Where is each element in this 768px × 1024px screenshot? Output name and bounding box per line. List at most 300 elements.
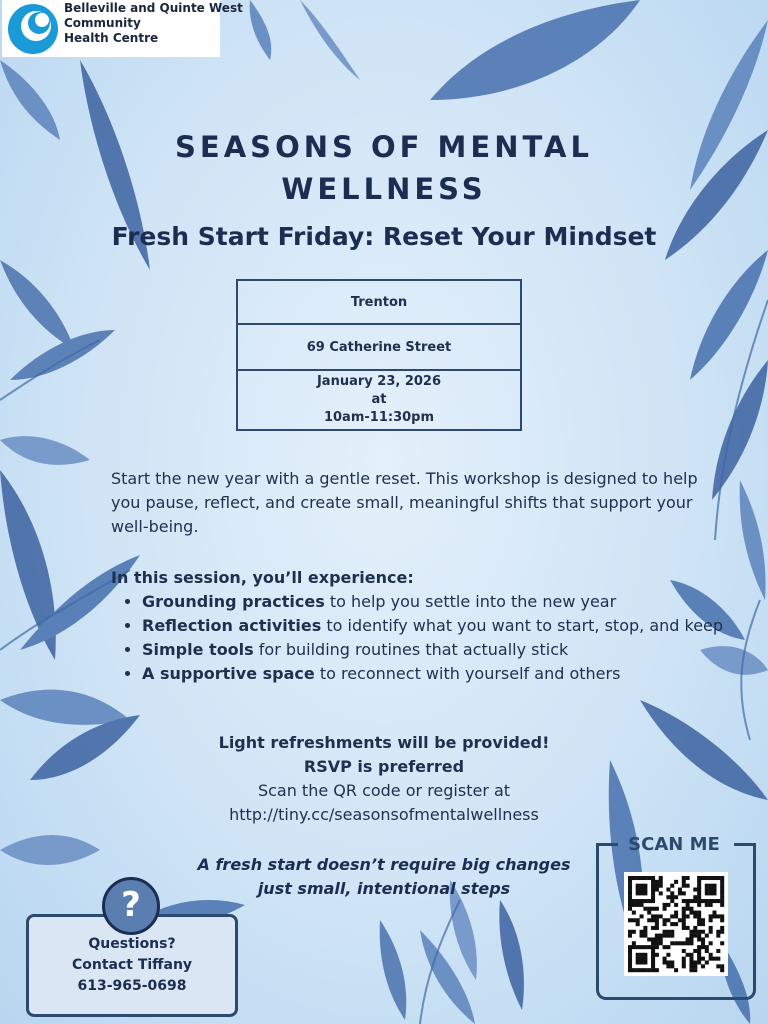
qr-module (643, 891, 647, 895)
qr-module (689, 899, 693, 903)
qr-module (693, 964, 697, 968)
qr-module (655, 941, 659, 945)
qr-module (655, 884, 659, 888)
item-bold: A supportive space (142, 664, 315, 683)
qr-module (655, 922, 659, 926)
qr-module (712, 888, 716, 892)
qr-module (709, 941, 713, 945)
qr-module (693, 914, 697, 918)
qr-module (697, 934, 701, 938)
qr-module (643, 934, 647, 938)
qr-module (628, 953, 632, 957)
qr-module (689, 968, 693, 972)
qr-module (651, 899, 655, 903)
qr-module (628, 888, 632, 892)
qr-module (697, 953, 701, 957)
qr-module (697, 891, 701, 895)
qr-module (655, 888, 659, 892)
intro-paragraph: Start the new year with a gentle reset. This workshop is designed to help you pause, reflect, and create small, meaningful shifts that support your well-being. (111, 469, 698, 536)
qr-module (651, 953, 655, 957)
qr-module (693, 968, 697, 972)
qr-module (674, 914, 678, 918)
qr-module (693, 930, 697, 934)
qr-module (647, 876, 651, 880)
qr-module (666, 960, 670, 964)
qr-module (674, 941, 678, 945)
qr-module (705, 876, 709, 880)
qr-module (720, 926, 724, 930)
qr-module (643, 876, 647, 880)
qr-module (640, 899, 644, 903)
qr-module (697, 914, 701, 918)
qr-module (643, 899, 647, 903)
qr-module (636, 953, 640, 957)
qr-code-icon[interactable] (624, 872, 728, 976)
qr-module (628, 895, 632, 899)
qr-module (628, 930, 632, 934)
qr-module (655, 914, 659, 918)
qr-module (709, 953, 713, 957)
qr-module (666, 953, 670, 957)
qr-module (655, 926, 659, 930)
qr-module (651, 914, 655, 918)
contact-phone[interactable]: 613-965-0698 (77, 978, 187, 994)
qr-module (640, 914, 644, 918)
qr-module (686, 914, 690, 918)
event-at: at (371, 392, 387, 407)
qr-module (651, 941, 655, 945)
qr-module (628, 968, 632, 972)
qr-module (678, 891, 682, 895)
qr-module (663, 922, 667, 926)
qr-module (689, 937, 693, 941)
qr-module (709, 926, 713, 930)
qr-module (659, 880, 663, 884)
list-item (142, 590, 724, 614)
qr-module (643, 968, 647, 972)
qr-module (636, 903, 640, 907)
qr-module (701, 930, 705, 934)
qr-module (682, 907, 686, 911)
qr-module (693, 899, 697, 903)
qr-module (709, 930, 713, 934)
qr-module (628, 899, 632, 903)
register-instruction: Scan the QR code or register at (257, 781, 511, 800)
page-title-line-2: WELLNESS (281, 172, 487, 206)
qr-module (720, 914, 724, 918)
qr-module (651, 895, 655, 899)
qr-module (716, 914, 720, 918)
qr-module (666, 903, 670, 907)
item-text: for building routines that actually stick (253, 640, 569, 659)
session-list (112, 590, 724, 686)
qr-module (709, 888, 713, 892)
qr-module (643, 930, 647, 934)
qr-module (712, 884, 716, 888)
qr-module (686, 926, 690, 930)
qr-module (674, 880, 678, 884)
qr-module (632, 968, 636, 972)
page-subtitle: Fresh Start Friday: Reset Your Mindset (111, 222, 657, 251)
qr-module (686, 903, 690, 907)
qr-module (628, 903, 632, 907)
qr-module (655, 968, 659, 972)
qr-module (720, 964, 724, 968)
qr-module (640, 934, 644, 938)
qr-module (701, 941, 705, 945)
qr-module (689, 907, 693, 911)
qr-module (647, 907, 651, 911)
qr-module (628, 949, 632, 953)
qr-module (701, 945, 705, 949)
qr-module (628, 934, 632, 938)
qr-module (701, 922, 705, 926)
qr-module (682, 880, 686, 884)
scan-me-label: SCAN ME (628, 834, 720, 855)
qr-module (663, 945, 667, 949)
qr-module (666, 934, 670, 938)
qr-module (640, 884, 644, 888)
qr-module (651, 888, 655, 892)
qr-module (720, 941, 724, 945)
qr-module (682, 941, 686, 945)
event-location: Trenton (237, 280, 521, 324)
qr-module (705, 891, 709, 895)
qr-module (682, 899, 686, 903)
qr-module (674, 903, 678, 907)
qr-module (705, 945, 709, 949)
qr-module (693, 960, 697, 964)
qr-module (701, 937, 705, 941)
qr-module (636, 888, 640, 892)
qr-module (705, 884, 709, 888)
qr-module (701, 964, 705, 968)
qr-module (670, 891, 674, 895)
qr-module (647, 899, 651, 903)
qr-module (705, 949, 709, 953)
qr-module (697, 895, 701, 899)
qr-module (670, 960, 674, 964)
qr-module (659, 884, 663, 888)
event-address: 69 Catherine Street (237, 324, 521, 370)
qr-module (720, 899, 724, 903)
qr-module (632, 903, 636, 907)
qr-module (697, 937, 701, 941)
qr-module (628, 884, 632, 888)
qr-module (709, 914, 713, 918)
qr-module (651, 960, 655, 964)
qr-module (686, 907, 690, 911)
qr-module (701, 876, 705, 880)
list-item (142, 662, 724, 686)
qr-module (655, 880, 659, 884)
qr-module (670, 895, 674, 899)
qr-module (643, 907, 647, 911)
qr-module (697, 884, 701, 888)
qr-module (709, 957, 713, 961)
qr-module (647, 937, 651, 941)
qr-module (643, 960, 647, 964)
qr-module (693, 926, 697, 930)
qr-module (720, 880, 724, 884)
qr-module (689, 941, 693, 945)
qr-module (663, 930, 667, 934)
qr-module (640, 888, 644, 892)
qr-module (709, 876, 713, 880)
qr-module (697, 888, 701, 892)
list-item (142, 638, 724, 662)
qr-module (659, 914, 663, 918)
qr-module (697, 960, 701, 964)
qr-module (720, 876, 724, 880)
qr-module (682, 957, 686, 961)
qr-module (701, 899, 705, 903)
qr-module (655, 937, 659, 941)
event-info-table (236, 279, 522, 431)
qr-module (651, 937, 655, 941)
qr-module (697, 876, 701, 880)
qr-module (632, 899, 636, 903)
qr-module (659, 937, 663, 941)
qr-module (636, 922, 640, 926)
qr-module (716, 964, 720, 968)
qr-module (697, 957, 701, 961)
logo-line-1: Belleville and Quinte West (64, 1, 243, 15)
qr-module (647, 968, 651, 972)
refreshments-note: Light refreshments will be provided! (218, 733, 550, 752)
qr-module (709, 891, 713, 895)
qr-module (636, 891, 640, 895)
qr-module (632, 941, 636, 945)
qr-module (651, 957, 655, 961)
qr-module (689, 930, 693, 934)
qr-module (697, 899, 701, 903)
qr-module (659, 934, 663, 938)
qr-module (686, 876, 690, 880)
qr-module (640, 930, 644, 934)
qr-module (705, 960, 709, 964)
qr-module (651, 907, 655, 911)
qr-module (636, 876, 640, 880)
page-title-line-1: SEASONS OF MENTAL (175, 130, 593, 164)
qr-module (651, 891, 655, 895)
qr-module (682, 918, 686, 922)
item-text: to help you settle into the new year (324, 592, 617, 611)
qr-module (640, 968, 644, 972)
register-link[interactable]: http://tiny.cc/seasonsofmentalwellness (229, 805, 539, 824)
qr-module (628, 907, 632, 911)
item-bold: Grounding practices (142, 592, 325, 611)
qr-module (628, 876, 632, 880)
qr-module (682, 960, 686, 964)
qr-module (628, 918, 632, 922)
qr-module (712, 876, 716, 880)
qr-module (701, 957, 705, 961)
qr-module (720, 903, 724, 907)
qr-module (655, 934, 659, 938)
qr-module (682, 911, 686, 915)
qr-module (628, 891, 632, 895)
qr-module (663, 907, 667, 911)
qr-module (716, 934, 720, 938)
qr-module (651, 964, 655, 968)
event-date: January 23, 2026 (316, 374, 442, 389)
qr-module (697, 918, 701, 922)
qr-module (682, 876, 686, 880)
qr-module (632, 945, 636, 949)
qr-module (678, 888, 682, 892)
qr-module (670, 899, 674, 903)
qr-module (651, 884, 655, 888)
qr-module (697, 911, 701, 915)
qr-module (636, 968, 640, 972)
qr-module (686, 941, 690, 945)
qr-module (636, 884, 640, 888)
qr-module (705, 899, 709, 903)
logo-line-2: Community (64, 16, 141, 30)
qr-module (670, 934, 674, 938)
qr-module (716, 876, 720, 880)
qr-module (693, 888, 697, 892)
qr-module (705, 888, 709, 892)
qr-module (697, 880, 701, 884)
qr-module (686, 937, 690, 941)
qr-module (678, 918, 682, 922)
event-datetime (237, 370, 521, 430)
qr-module (651, 926, 655, 930)
qr-module (659, 941, 663, 945)
qr-module (663, 957, 667, 961)
qr-module (636, 918, 640, 922)
qr-module (651, 880, 655, 884)
item-bold: Simple tools (142, 640, 254, 659)
qr-module (686, 953, 690, 957)
list-item (142, 614, 724, 638)
qr-module (697, 949, 701, 953)
qr-module (643, 945, 647, 949)
qr-module (666, 930, 670, 934)
qr-module (705, 934, 709, 938)
qr-module (689, 934, 693, 938)
qr-module (693, 934, 697, 938)
qr-module (697, 930, 701, 934)
qr-module (682, 926, 686, 930)
qr-module (655, 907, 659, 911)
qr-module (716, 949, 720, 953)
qr-module (682, 914, 686, 918)
qr-module (643, 926, 647, 930)
qr-module (689, 964, 693, 968)
logo-mark-icon (7, 3, 59, 55)
tagline-line-2: just small, intentional steps (257, 879, 511, 898)
qr-module (674, 968, 678, 972)
qr-module (716, 899, 720, 903)
qr-module (651, 918, 655, 922)
qr-module (682, 922, 686, 926)
qr-module (720, 895, 724, 899)
logo-line-3: Health Centre (64, 31, 159, 45)
qr-module (636, 899, 640, 903)
qr-module (720, 968, 724, 972)
qr-module (628, 960, 632, 964)
qr-module (663, 934, 667, 938)
qr-module (666, 895, 670, 899)
qr-module (693, 895, 697, 899)
qr-module (643, 888, 647, 892)
qr-module (628, 880, 632, 884)
event-time: 10am-11:30pm (323, 410, 435, 425)
item-text: to reconnect with yourself and others (314, 664, 621, 683)
session-heading: In this session, you’ll experience: (111, 568, 414, 587)
qr-module (709, 918, 713, 922)
item-bold: Reflection activities (142, 616, 322, 635)
qr-module (628, 945, 632, 949)
qr-module (693, 911, 697, 915)
qr-module (651, 876, 655, 880)
qr-module (674, 922, 678, 926)
qr-module (632, 930, 636, 934)
qr-module (663, 918, 667, 922)
qr-module (697, 922, 701, 926)
logo (2, 0, 243, 57)
qr-module (697, 945, 701, 949)
qr-module (678, 941, 682, 945)
qr-module (689, 911, 693, 915)
qr-module (682, 964, 686, 968)
qr-module (628, 957, 632, 961)
qr-module (712, 914, 716, 918)
qr-module (628, 964, 632, 968)
qr-module (643, 953, 647, 957)
question-mark-icon: ? (102, 877, 160, 935)
qr-module (686, 884, 690, 888)
qr-module (709, 884, 713, 888)
qr-module (701, 918, 705, 922)
qr-module (647, 911, 651, 915)
qr-module (720, 918, 724, 922)
qr-module (666, 888, 670, 892)
qr-module (686, 899, 690, 903)
qr-module (659, 876, 663, 880)
qr-module (674, 911, 678, 915)
qr-module (716, 930, 720, 934)
contact-text (26, 934, 238, 997)
qr-module (712, 957, 716, 961)
qr-module (697, 903, 701, 907)
qr-module (632, 918, 636, 922)
qr-module (705, 903, 709, 907)
qr-module (670, 884, 674, 888)
qr-module (689, 953, 693, 957)
qr-module (655, 918, 659, 922)
qr-module (659, 891, 663, 895)
qr-module (666, 964, 670, 968)
qr-module (632, 876, 636, 880)
qr-module (640, 957, 644, 961)
qr-module (636, 960, 640, 964)
qr-module (636, 945, 640, 949)
qr-module (689, 957, 693, 961)
qr-module (636, 957, 640, 961)
qr-module (643, 957, 647, 961)
qr-module (682, 949, 686, 953)
qr-module (682, 891, 686, 895)
qr-module (716, 957, 720, 961)
qr-module (712, 891, 716, 895)
rsvp-note: RSVP is preferred (303, 757, 465, 776)
qr-module (651, 945, 655, 949)
qr-module (712, 899, 716, 903)
